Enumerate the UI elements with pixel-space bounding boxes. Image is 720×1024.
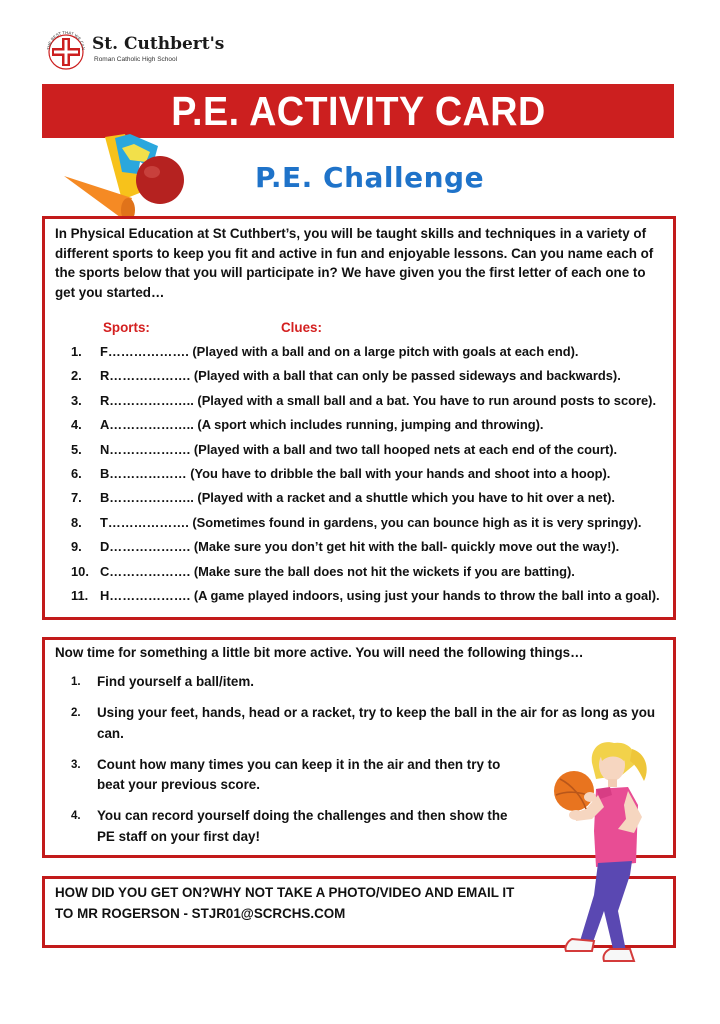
item-text: F………………. (Played with a ball and on a large pitch with goals at each end). — [100, 344, 579, 359]
step-text: Find yourself a ball/item. — [97, 674, 255, 689]
step-number: 1. — [71, 676, 81, 688]
list-item — [71, 438, 676, 462]
girl-with-ball-illustration — [530, 735, 680, 973]
list-item — [71, 413, 676, 437]
list-item — [71, 560, 676, 584]
crest-motto: THE BEST THAT WE CAN — [45, 29, 87, 51]
item-number: 4. — [71, 417, 82, 433]
school-crest-icon — [44, 28, 88, 72]
item-text: N………………. (Played with a ball and two tall hooped nets at each end of the court). — [100, 441, 618, 457]
list-item — [71, 511, 676, 535]
sports-heading: Sports: — [103, 320, 150, 335]
item-text: R……………….. (Played with a small ball and a bat. You have to run around posts to score). — [100, 392, 657, 408]
item-number: 9. — [71, 539, 82, 555]
activity-intro: Now time for something a little bit more active. You will need the following things… — [55, 645, 584, 660]
step-text: You can record yourself doing the challenges and then show the PE staff on your first day! — [97, 808, 508, 844]
item-text: R………………. (Played with a ball that can only be passed sideways and backwards). — [100, 368, 621, 384]
ball-icon — [136, 156, 184, 204]
list-item — [71, 672, 677, 693]
contact-text: HOW DID YOU GET ON?WHY NOT TAKE A PHOTO/VIDEO AND EMAIL IT TO MR ROGERSON - STJR01@SCRCHS.COM — [55, 885, 515, 921]
step-text: Using your feet, hands, head or a racket, try to keep the ball in the air for as long as you can. — [97, 705, 656, 741]
list-item — [71, 462, 676, 486]
school-logo — [44, 26, 224, 76]
item-text: B……………….. (Played with a racket and a shuttle which you have to hit over a net). — [100, 490, 616, 506]
item-number: 1. — [71, 344, 82, 359]
quiz-intro: In Physical Education at St Cuthbert’s, you will be taught skills and techniques in a variety of different sports to keep you fit and active in fun and enjoyable lessons. Can you name each of the sports below that you will participate in? We have given you the first letter of each one to get you started… — [55, 226, 654, 300]
item-number: 7. — [71, 490, 82, 506]
step-number: 3. — [71, 758, 81, 771]
list-item — [71, 584, 676, 608]
school-name: St. Cuthbert's — [92, 34, 225, 54]
sports-clue-list — [71, 340, 676, 608]
item-number: 6. — [71, 465, 82, 481]
item-number: 10. — [71, 563, 89, 579]
list-item — [71, 340, 676, 364]
school-subtitle: Roman Catholic High School — [94, 56, 178, 63]
item-number: 8. — [71, 514, 82, 530]
sports-quiz-box — [42, 216, 676, 620]
list-item — [71, 535, 676, 559]
item-text: D………………. (Make sure you don’t get hit with the ball- quickly move out the way!). — [100, 539, 620, 555]
item-number: 11. — [71, 587, 89, 603]
item-text: B……………… (You have to dribble the ball with your hands and shoot into a hoop). — [100, 465, 611, 481]
item-number: 5. — [71, 441, 82, 457]
item-number: 3. — [71, 392, 82, 408]
item-text: H………………. (A game played indoors, using just your hands to throw the ball into a goal). — [100, 587, 660, 603]
clues-heading: Clues: — [281, 320, 322, 335]
list-item — [71, 389, 676, 413]
item-text: C………………. (Make sure the ball does not hit the wickets if you are batting). — [100, 563, 575, 579]
item-text: A……………….. (A sport which includes running, jumping and throwing). — [100, 417, 544, 433]
step-number: 2. — [71, 707, 81, 719]
page-title: P.E. ACTIVITY CARD — [170, 87, 546, 134]
list-item — [71, 486, 676, 510]
item-text: T………………. (Sometimes found in gardens, you can bounce high as it is very springy). — [100, 514, 642, 530]
title-banner — [42, 84, 674, 138]
step-text: Count how many times you can keep it in the air and then try to beat your previous score. — [97, 756, 501, 792]
list-item — [71, 364, 676, 388]
challenge-subtitle: P.E. Challenge — [255, 161, 485, 194]
item-number: 2. — [71, 368, 82, 384]
step-number: 4. — [71, 810, 81, 822]
